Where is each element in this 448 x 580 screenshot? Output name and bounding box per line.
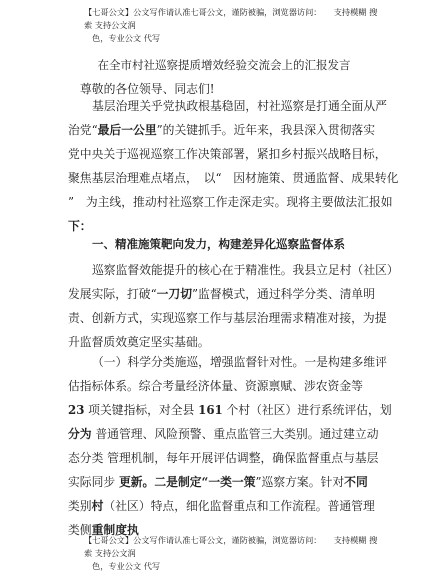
emphasis-text: 一刀切 [156,287,193,301]
text-line: 党中央关于巡视巡察工作决策部署，紧扣乡村振兴战略目标， [68,147,387,161]
text-line: 巡察监督效能提升的核心在于精准性。我县立足村（社区） [92,263,399,277]
header-line-2: 色，专业公文 代写 [92,33,161,43]
page-header [84,6,384,45]
text-line: 聚焦基层治理难点堵点， 以“ 因材施策、贯通监督、成果转化 [68,171,399,185]
text-line: （一）科学分类施巡，增强监督针对性。一是构建多维评 [92,355,387,369]
subsection-1-paragraph [68,350,392,542]
greeting-text: 尊敬的各位领导、同志们! [80,82,215,96]
emphasis-text: 最后一公里 [97,123,157,137]
text-line: 下： [68,219,92,233]
section-heading: 一、精准施策靶向发力，构建差异化巡察监督体系 [92,237,345,251]
section-1-paragraph [68,258,399,354]
footer-line-2: 色，专业公文 代写 [92,561,161,571]
text-line: 基层治理关乎党执政根基稳固，村社巡察是打通全面从严 [92,99,387,113]
text-line: 态分类 管理机制，每年开展评估调整，确保监督重点与基层 [68,451,379,465]
text-line: 实际同步 更新。二是制定“一类一策”巡察方案。针对不同 [68,475,368,489]
footer-line-1: 【七哥公文】公文写作请认准七哥公文，谨防被骗，浏览器访问： 支持模糊 搜索 支持公文润 [84,535,378,558]
section-1-heading-block [68,232,386,256]
text-line: 升监督质效奠定坚实基础。 [68,335,210,349]
text-line: 估指标体系。综合考量经济体量、资源禀赋、涉农资金等 [68,379,363,393]
text-line: 发展实际，打破“一刀切”监督模式，通过科学分类、清单明 [68,287,376,301]
text-line: 分为 普通管理、风险预警、重点监管三大类别。通过建立动 [68,427,379,441]
text-line: 类别村（社区）特点，细化监督重点和工作流程。普通管理 [68,499,375,513]
text-line: 类侧重制度执 [68,523,139,537]
text-line: 治党“最后一公里”的关键抓手。近年来，我县深入贯彻落实 [68,123,376,137]
text-line: 23 项关键指标，对全县 161 个村（社区）进行系统评估，划 [68,403,392,417]
header-line-1: 【七哥公文】公文写作请认准七哥公文，谨防被骗，浏览器访问： 支持模糊 搜索 支持公文润 [84,7,378,30]
document-title: 在全市村社巡察提质增效经验交流会上的汇报发言 [97,58,351,72]
page-footer [84,534,384,573]
text-line: ” 为主线，推动村社巡察工作走深走实。现将主要做法汇报如 [68,195,393,209]
text-line: 责、创新方式，实现巡察工作与基层治理需求精准对接，为提 [68,311,387,325]
intro-paragraph [68,94,399,238]
